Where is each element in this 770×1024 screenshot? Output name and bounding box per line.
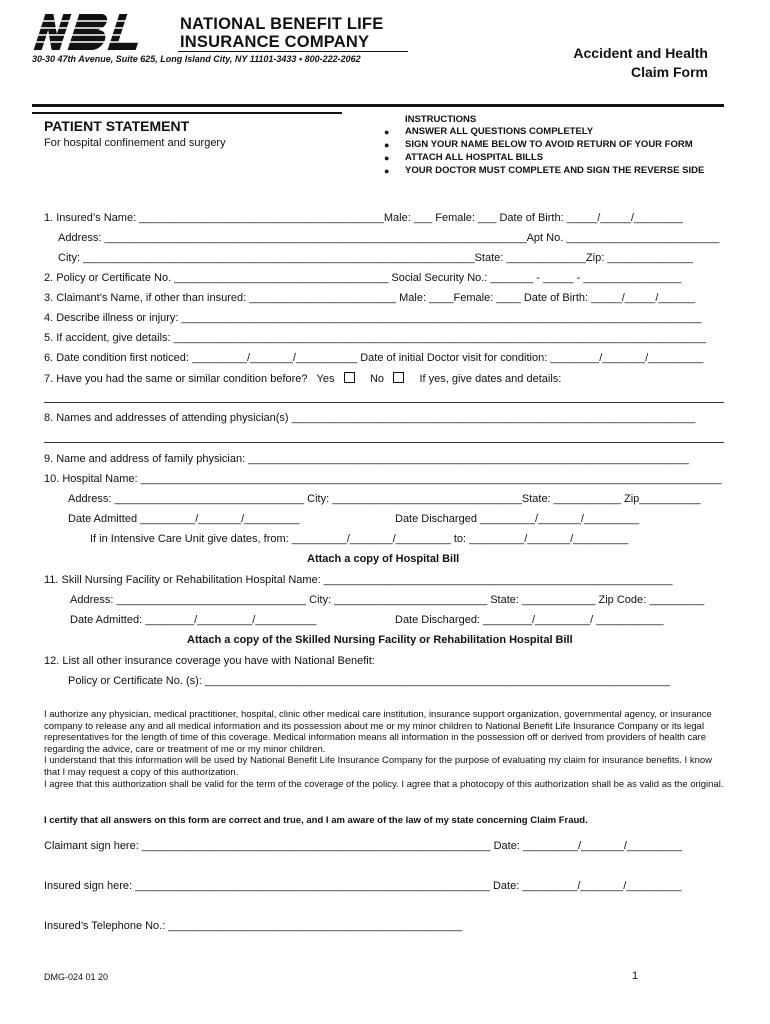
patient-statement-title: PATIENT STATEMENT [44, 118, 190, 134]
family-physician-field[interactable]: 9. Name and address of family physician: ________________________________________________________________________ [44, 453, 689, 465]
patient-statement-subtitle: For hospital confinement and surgery [44, 137, 226, 149]
other-insurance-label: 12. List all other insurance coverage you have with National Benefit: [44, 655, 375, 667]
prior-condition-question [44, 372, 561, 385]
hospital-date-discharged-field[interactable]: Date Discharged _________/_______/_________ [395, 513, 640, 525]
illness-description-field[interactable]: 4. Describe illness or injury: _____________________________________________________________________________________ [44, 312, 702, 324]
authorization-text-1: I authorize any physician, medical practitioner, hospital, clinic other medical care institution, insurance support organization, governmental agency, or insurance company to release any and all medical information and its possession about me or my minor children to National Benefit Life Insurance Company or its legal representatives for the length of time of this coverage. Medical information means all information in the possession off or derived from providers of health care regarding the advice, care or treatment of me or my minor children. [44, 709, 712, 755]
page-number: 1 [632, 970, 639, 982]
prior-condition-details-line[interactable] [44, 402, 724, 403]
form-title-line1: Accident and Health [573, 45, 708, 61]
attach-hospital-bill-note: Attach a copy of Hospital Bill [307, 553, 460, 565]
certification-statement: I certify that all answers on this form are correct and true, and I am aware of the law of my state concerning Claim Fraud. [44, 815, 588, 826]
company-address: 30-30 47th Avenue, Suite 625, Long Island City, NY 11101-3433 • 800-222-2062 [32, 54, 361, 64]
authorization-text-3: I agree that this authorization shall be valid for the term of the coverage of the policy. I agree that a photocopy of this authorization shall be as valid as the original. [44, 778, 724, 790]
nursing-date-admitted-field[interactable]: Date Admitted: ________/_________/__________ [70, 614, 317, 626]
insured-name-field[interactable]: 1. Insured’s Name: ________________________________________Male: ___ Female: ___ Date of Birth: _____/_____/________ [44, 212, 683, 224]
header-divider [32, 104, 724, 107]
insured-signature-field[interactable]: Insured sign here: __________________________________________________________ Date: _________/_______/_________ [44, 880, 682, 892]
bullet-icon: ● [384, 127, 390, 137]
hospital-name-field[interactable]: 10. Hospital Name: _______________________________________________________________________________________________ [44, 473, 722, 485]
instruction-item: YOUR DOCTOR MUST COMPLETE AND SIGN THE REVERSE SIDE [405, 165, 705, 176]
authorization-paragraph [44, 709, 724, 790]
claimant-signature-field[interactable]: Claimant sign here: _________________________________________________________ Date: _________/_______/_________ [44, 840, 682, 852]
instruction-item: ATTACH ALL HOSPITAL BILLS [405, 152, 544, 163]
nursing-facility-name-field[interactable]: 11. Skill Nursing Facility or Rehabilitation Hospital Name: _________________________________________________________ [44, 574, 673, 586]
no-label: No [369, 373, 384, 385]
condition-dates-field[interactable]: 6. Date condition first noticed: _________/_______/__________ Date of initial Doctor visit for condition: ________/_______/_________ [44, 352, 704, 364]
insured-address-field[interactable]: Address: _____________________________________________________________________Apt No. _________________________ [58, 232, 720, 244]
hospital-address-field[interactable]: Address: _______________________________ City: _______________________________State: ___________ Zip__________ [68, 493, 701, 505]
policy-number-field[interactable]: 2. Policy or Certificate No. ___________________________________ Social Security No.: _______ - _____ - ________________ [44, 272, 682, 284]
instructions-title: INSTRUCTIONS [405, 114, 477, 125]
section-divider [32, 112, 342, 114]
nursing-facility-address-field[interactable]: Address: _______________________________ City: _________________________ State: ____________ Zip Code: _________ [70, 594, 705, 606]
form-title-line2: Claim Form [630, 64, 708, 80]
bullet-icon: ● [384, 166, 390, 176]
accident-details-field[interactable]: 5. If accident, give details: _______________________________________________________________________________________ [44, 332, 706, 344]
yes-label: Yes [316, 373, 335, 385]
insured-telephone-field[interactable]: Insured’s Telephone No.: ________________________________________________ [44, 920, 462, 932]
yes-checkbox[interactable] [344, 372, 355, 383]
icu-dates-field[interactable]: If in Intensive Care Unit give dates, from: _________/_______/_________ to: _________/_______/_________ [90, 533, 629, 545]
hospital-date-admitted-field[interactable]: Date Admitted _________/_______/_________ [68, 513, 300, 525]
bullet-icon: ● [384, 153, 390, 163]
instruction-item: ANSWER ALL QUESTIONS COMPLETELY [405, 126, 594, 137]
bullet-icon: ● [384, 140, 390, 150]
nbl-logo [32, 12, 170, 52]
prior-condition-label: 7. Have you had the same or similar condition before? [44, 373, 308, 385]
other-policy-number-field[interactable]: Policy or Certificate No. (s): ____________________________________________________________________________ [68, 675, 670, 687]
form-code: DMG-024 01 20 [44, 972, 109, 982]
nursing-date-discharged-field[interactable]: Date Discharged: ________/_________/ ___________ [395, 614, 664, 626]
attach-nursing-bill-note: Attach a copy of the Skilled Nursing Facility or Rehabilitation Hospital Bill [187, 634, 573, 646]
company-name-line1: NATIONAL BENEFIT LIFE [180, 15, 384, 33]
authorization-text-2: I understand that this information will be used by National Benefit Life Insurance Company for the purpose of evaluating my claim for insurance benefits. I know that I may request a copy of this authorization. [44, 755, 713, 778]
prior-condition-details-label: If yes, give dates and details: [419, 373, 562, 385]
instruction-item: SIGN YOUR NAME BELOW TO AVOID RETURN OF YOUR FORM [405, 139, 693, 150]
claimant-name-field[interactable]: 3. Claimant’s Name, if other than insured: ________________________ Male: ____Female: ____ Date of Birth: _____/_____/______ [44, 292, 696, 304]
form-title [508, 44, 708, 82]
no-checkbox[interactable] [393, 372, 404, 383]
company-name-line2: INSURANCE COMPANY [180, 33, 370, 51]
company-underline [178, 51, 408, 52]
attending-physician-field[interactable]: 8. Names and addresses of attending physician(s) __________________________________________________________________ [44, 412, 696, 424]
insured-city-field[interactable]: City: ________________________________________________________________State: _____________Zip: ______________ [58, 252, 693, 264]
attending-physician-line[interactable] [44, 442, 724, 443]
